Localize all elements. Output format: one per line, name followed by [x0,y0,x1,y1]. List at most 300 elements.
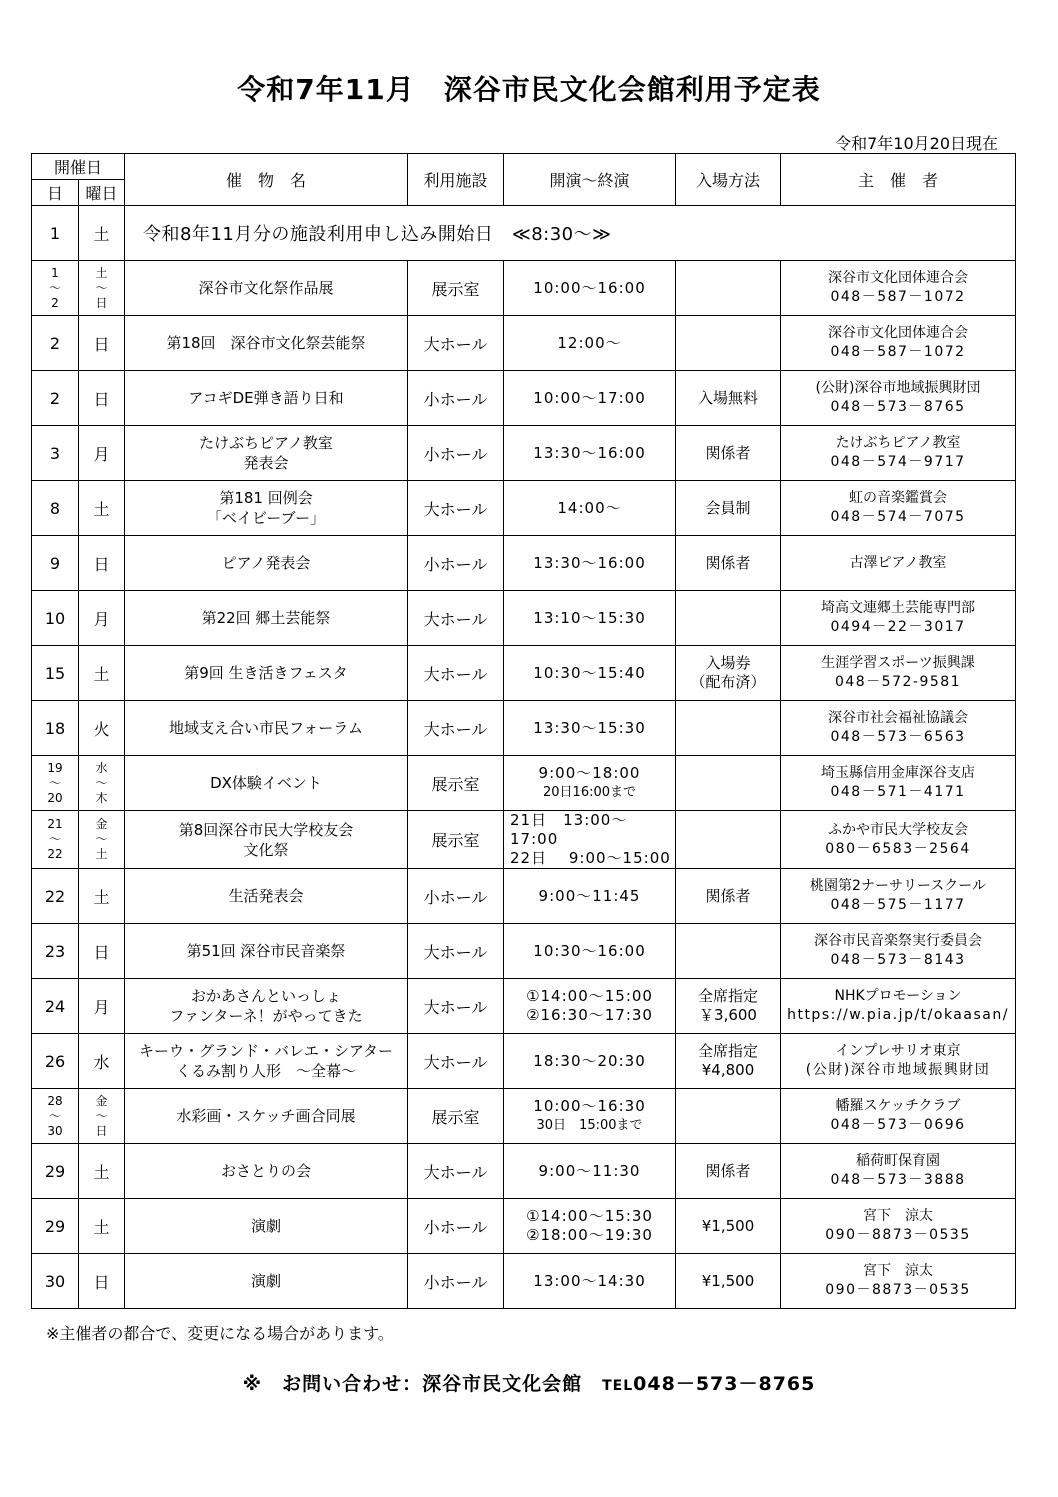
organizer-line: 048－587－1072 [830,344,966,360]
name-line: 発表会 [243,454,289,472]
weekday-line: 日 [93,554,110,574]
name-line: キーウ・グランド・バレエ・シアター [139,1042,393,1060]
entry-cell [676,811,781,869]
name-line: 演劇 [251,1272,282,1290]
header-day: 日 [32,180,79,206]
weekday-cell [79,756,125,811]
name-line: 演劇 [251,1217,282,1235]
time-line: 13:30～16:00 [533,553,646,572]
facility-cell: 大ホール [408,979,504,1034]
day-cell [32,426,79,481]
facility-cell: 小ホール [408,1254,504,1309]
facility-cell: 小ホール [408,1199,504,1254]
time-line: 13:00～14:30 [533,1271,646,1290]
time-cell [504,1034,676,1089]
day-line: 3 [49,443,61,463]
time-cell [504,756,676,811]
day-line: ～ [48,280,61,295]
page-title: 令和7年11月 深谷市民文化会館利用予定表 [237,73,821,106]
day-cell [32,481,79,536]
header-weekday: 曜日 [79,180,125,206]
name-line: 第51回 深谷市民音楽祭 [186,942,346,960]
notice-day: 1 [32,206,79,261]
organizer-line: 深谷市文化団体連合会 [828,270,969,286]
organizer-line: 048－587－1072 [830,289,966,305]
time-note: 30日 15:00まで [536,1118,643,1133]
day-cell [32,811,79,869]
as-of-date: 令和7年10月20日現在 [835,134,998,153]
day-cell [32,536,79,591]
weekday-cell [79,1034,125,1089]
entry-line: 関係者 [705,1161,751,1180]
weekday-line: 木 [95,790,108,805]
organizer-line: 048－573－0696 [830,1117,966,1133]
weekday-cell [79,591,125,646]
time-line: 14:00～ [557,498,622,517]
facility-cell: 大ホール [408,591,504,646]
name-line: たけぶちピアノ教室 [199,434,333,452]
weekday-cell [79,316,125,371]
entry-line: 関係者 [705,886,751,905]
weekday-line: ～ [95,280,108,295]
organizer-line: 048－574－7075 [830,509,966,525]
day-cell [32,261,79,316]
facility-cell: 大ホール [408,316,504,371]
table-row [32,1254,1016,1309]
name-line: 第18回 深谷市文化祭芸能祭 [166,334,366,352]
organizer-line: 080－6583－2564 [825,840,971,857]
organizer-line: 048－572-9581 [834,674,962,690]
header-event: 催 物 名 [125,154,408,206]
organizer-cell [781,371,1016,426]
table-row [32,1034,1016,1089]
event-name-cell [125,261,408,316]
name-line: 第9回 生き活きフェスタ [184,664,348,682]
weekday-cell [79,536,125,591]
weekday-line: ～ [95,832,108,846]
weekday-line: 日 [93,1272,110,1292]
weekday-cell [79,1199,125,1254]
organizer-line: 宮下 涼太 [863,1263,934,1279]
time-line: 10:00～16:00 [533,278,646,297]
day-cell [32,756,79,811]
weekday-line: 土 [93,664,110,684]
day-line: 19 [47,760,63,775]
entry-cell [676,924,781,979]
header-entry: 入場方法 [676,154,781,206]
facility-cell: 大ホール [408,924,504,979]
day-line: 8 [49,498,61,518]
day-line: ～ [48,775,61,790]
table-row [32,979,1016,1034]
name-line: 第22回 郷土芸能祭 [201,609,331,627]
entry-line: 関係者 [705,443,751,462]
weekday-cell [79,924,125,979]
time-cell [504,481,676,536]
time-line: ①14:00～15:00 [526,987,653,1005]
weekday-line: 水 [93,1052,110,1072]
organizer-line: ふかや市民大学校友会 [828,821,969,838]
organizer-cell [781,979,1016,1034]
organizer-line: 埼高文連郷土芸能専門部 [821,600,976,616]
day-cell [32,1199,79,1254]
facility-cell: 展示室 [408,261,504,316]
weekday-line: 火 [93,719,110,739]
time-cell [504,979,676,1034]
weekday-line: 土 [93,1162,110,1182]
weekday-line: ～ [95,1108,108,1123]
entry-cell [676,869,781,924]
organizer-line: 桃園第2ナーサリースクール [810,878,986,894]
organizer-line: 宮下 涼太 [863,1208,934,1224]
weekday-line: 月 [93,609,110,629]
footnote: ※主催者の都合で、変更になる場合があります。 [46,1324,394,1343]
time-line: 12:00～ [557,333,622,352]
weekday-cell [79,1254,125,1309]
time-line: 10:30～16:00 [533,941,646,960]
entry-cell [676,1034,781,1089]
organizer-line: (公財)深谷市地域振興財団 [805,1062,991,1078]
entry-line: （配布済） [690,673,766,691]
day-line: 26 [44,1051,66,1071]
weekday-cell [79,1144,125,1199]
day-line: 22 [44,886,66,906]
organizer-cell [781,426,1016,481]
entry-line: 全席指定 [698,987,759,1005]
weekday-line: 日 [95,1123,108,1138]
time-cell [504,646,676,701]
entry-line: 入場無料 [698,388,759,407]
time-line: 10:00～16:30 [533,1097,646,1115]
time-line: 13:30～16:00 [533,443,646,462]
weekday-line: 日 [93,334,110,354]
organizer-line: 幡羅スケッチクラブ [835,1098,961,1114]
contact-prefix: ※ お問い合わせ：深谷市民文化会館 [242,1373,603,1395]
day-line: 20 [47,790,63,805]
table-row [32,591,1016,646]
day-line: ～ [48,1108,61,1123]
day-line: 9 [49,553,61,573]
organizer-cell [781,1144,1016,1199]
entry-cell [676,646,781,701]
organizer-line: たけぶちピアノ教室 [835,435,961,451]
weekday-line: 土 [93,887,110,907]
entry-cell [676,1144,781,1199]
name-line: ファンターネ！がやってきた [169,1007,363,1025]
table-row [32,924,1016,979]
entry-line: ￥3,600 [699,1006,757,1024]
weekday-line: ～ [95,775,108,790]
name-line: 生活発表会 [228,887,304,905]
notice-text: 令和8年11月分の施設利用申し込み開始日 ≪8:30～≫ [125,206,1016,261]
time-cell [504,1199,676,1254]
facility-cell: 小ホール [408,536,504,591]
organizer-line: 048－573－6563 [830,729,966,745]
organizer-cell [781,869,1016,924]
day-cell [32,1254,79,1309]
table-row [32,316,1016,371]
event-name-cell [125,371,408,426]
day-cell [32,924,79,979]
time-note: 20日16:00まで [543,785,637,800]
organizer-line: 稲荷町保育園 [856,1153,941,1169]
time-cell [504,811,676,869]
weekday-line: 日 [93,389,110,409]
time-cell [504,316,676,371]
weekday-line: 土 [93,499,110,519]
organizer-line: 深谷市文化団体連合会 [828,325,969,341]
table-row [32,869,1016,924]
time-cell [504,1089,676,1144]
event-name-cell [125,1144,408,1199]
day-line: 1 [51,265,59,280]
day-line: 28 [47,1093,63,1108]
day-cell [32,316,79,371]
organizer-line: 090－8873－0535 [825,1282,971,1298]
entry-cell [676,1254,781,1309]
weekday-line: 月 [93,444,110,464]
time-line: 13:30～15:30 [533,718,646,737]
event-name-cell [125,756,408,811]
name-line: DX体験イベント [210,774,322,792]
organizer-cell [781,1254,1016,1309]
entry-cell [676,371,781,426]
weekday-cell [79,261,125,316]
day-line: ～ [48,832,61,846]
event-name-cell [125,1089,408,1144]
event-name-cell [125,591,408,646]
weekday-line: 月 [93,997,110,1017]
entry-line: 全席指定 [698,1042,759,1060]
time-line: ②18:00～19:30 [526,1226,653,1244]
facility-cell: 展示室 [408,756,504,811]
event-name-cell [125,1254,408,1309]
weekday-cell [79,979,125,1034]
table-row [32,1089,1016,1144]
name-line: 第181 回例会 [219,489,313,507]
table-row [32,426,1016,481]
organizer-cell [781,1034,1016,1089]
weekday-cell [79,701,125,756]
day-line: 15 [44,663,66,683]
day-cell [32,371,79,426]
facility-cell: 大ホール [408,481,504,536]
time-line: 10:00～17:00 [533,388,646,407]
organizer-line: 生涯学習スポーツ振興課 [821,655,975,671]
facility-cell: 展示室 [408,1089,504,1144]
organizer-cell [781,536,1016,591]
name-line: 地域支え合い市民フォーラム [168,719,364,737]
organizer-line: 深谷市民音楽祭実行委員会 [814,933,983,949]
day-line: 30 [44,1271,66,1291]
time-line: 9:00～11:30 [538,1161,641,1180]
event-name-cell [125,316,408,371]
weekday-cell [79,481,125,536]
weekday-cell [79,646,125,701]
time-cell [504,536,676,591]
name-line: 水彩画・スケッチ画合同展 [176,1107,356,1125]
weekday-line: 日 [93,942,110,962]
header-organizer: 主 催 者 [781,154,1016,206]
time-cell [504,1254,676,1309]
organizer-line: (公財)深谷市地域振興財団 [815,380,981,396]
entry-cell [676,591,781,646]
organizer-line: 048－571－4171 [830,784,966,800]
event-name-cell [125,1199,408,1254]
day-line: 21 [47,817,63,831]
entry-cell [676,701,781,756]
entry-line: ¥4,800 [701,1061,755,1079]
organizer-line: 深谷市社会福祉協議会 [828,710,969,726]
organizer-line: 048－573－8143 [830,952,966,968]
facility-cell: 大ホール [408,1034,504,1089]
facility-cell: 大ホール [408,1144,504,1199]
weekday-line: 土 [95,847,108,861]
facility-cell: 展示室 [408,811,504,869]
table-row [32,371,1016,426]
weekday-cell [79,811,125,869]
organizer-line: インプレサリオ東京 [835,1043,961,1059]
time-cell [504,261,676,316]
name-line: 「ベイビーブー」 [206,509,326,527]
entry-cell [676,481,781,536]
entry-line: ¥1,500 [701,1271,755,1290]
day-cell [32,869,79,924]
event-name-cell [125,701,408,756]
entry-cell [676,1199,781,1254]
event-name-cell [125,979,408,1034]
day-line: 10 [44,608,66,628]
day-line: 29 [44,1161,66,1181]
time-line: ②16:30～17:30 [526,1006,653,1024]
organizer-cell [781,646,1016,701]
organizer-cell [781,756,1016,811]
event-name-cell [125,426,408,481]
entry-line: 関係者 [705,553,751,572]
name-line: 第8回深谷市民大学校友会 [178,820,354,839]
organizer-line: 048－574－9717 [830,454,966,470]
table-row [32,701,1016,756]
organizer-line: 虹の音楽鑑賞会 [849,490,948,506]
table-row [32,646,1016,701]
entry-cell [676,979,781,1034]
name-line: おかあさんといっしょ [191,987,342,1005]
day-line: 18 [44,718,66,738]
weekday-cell [79,426,125,481]
table-row [32,536,1016,591]
organizer-cell [781,811,1016,869]
time-cell [504,591,676,646]
name-line: 文化祭 [243,840,289,859]
time-cell [504,701,676,756]
day-cell [32,1144,79,1199]
day-line: 2 [51,295,59,310]
time-cell [504,426,676,481]
day-cell [32,1034,79,1089]
header-date-group: 開催日 [32,154,125,180]
contact-info [0,1369,1058,1396]
time-cell [504,371,676,426]
time-cell [504,869,676,924]
entry-line: 入場券 [705,654,751,672]
day-cell [32,646,79,701]
notice-row [32,206,1016,261]
facility-cell: 大ホール [408,646,504,701]
table-row [32,481,1016,536]
time-line: 9:00～11:45 [538,886,641,905]
organizer-line: 0494－22－3017 [830,619,966,635]
entry-cell [676,1089,781,1144]
event-name-cell [125,1034,408,1089]
name-line: ピアノ発表会 [221,554,311,572]
day-line: 29 [44,1216,66,1236]
name-line: アコギDE弾き語り日和 [188,389,344,407]
facility-cell: 小ホール [408,426,504,481]
schedule-body [32,206,1016,1309]
name-line: くるみ割り人形 ～全幕～ [176,1062,357,1080]
time-line: 10:30～15:40 [533,663,646,682]
day-cell [32,701,79,756]
time-cell [504,1144,676,1199]
table-row [32,261,1016,316]
day-cell [32,1089,79,1144]
tel-mark: TEL [602,1378,634,1394]
organizer-line: 埼玉縣信用金庫深谷支店 [821,765,976,781]
organizer-cell [781,591,1016,646]
weekday-line: 土 [95,265,108,280]
day-line: 2 [49,388,61,408]
table-row [32,811,1016,869]
event-name-cell [125,924,408,979]
time-line: 13:10～15:30 [533,608,646,627]
time-cell [504,924,676,979]
weekday-cell [79,1089,125,1144]
entry-cell [676,316,781,371]
event-name-cell [125,646,408,701]
organizer-cell [781,316,1016,371]
event-name-cell [125,869,408,924]
weekday-line: 土 [93,1217,110,1237]
event-name-cell [125,481,408,536]
facility-cell: 小ホール [408,371,504,426]
organizer-cell [781,1199,1016,1254]
header-time: 開演～終演 [504,154,676,206]
day-line: 24 [44,996,66,1016]
entry-cell [676,261,781,316]
organizer-line: 090－8873－0535 [825,1227,971,1243]
weekday-line: 金 [95,1093,108,1108]
organizer-line: 048－575－1177 [830,897,966,913]
organizer-line: 048－573－3888 [830,1172,966,1188]
entry-line: 会員制 [705,498,751,517]
facility-cell: 大ホール [408,701,504,756]
day-line: 2 [49,333,61,353]
entry-cell [676,756,781,811]
entry-cell [676,536,781,591]
table-row [32,1144,1016,1199]
table-row [32,756,1016,811]
time-line: 21日 13:00～17:00 [510,811,628,848]
facility-cell: 小ホール [408,869,504,924]
day-line: 22 [47,847,63,861]
organizer-line: https://w.pia.jp/t/okaasan/ [787,1007,1009,1023]
weekday-cell [79,371,125,426]
day-cell [32,979,79,1034]
header-facility: 利用施設 [408,154,504,206]
organizer-line: 048－573－8765 [830,399,966,415]
time-line: ①14:00～15:30 [526,1207,653,1225]
time-line: 22日 9:00～15:00 [510,849,671,867]
